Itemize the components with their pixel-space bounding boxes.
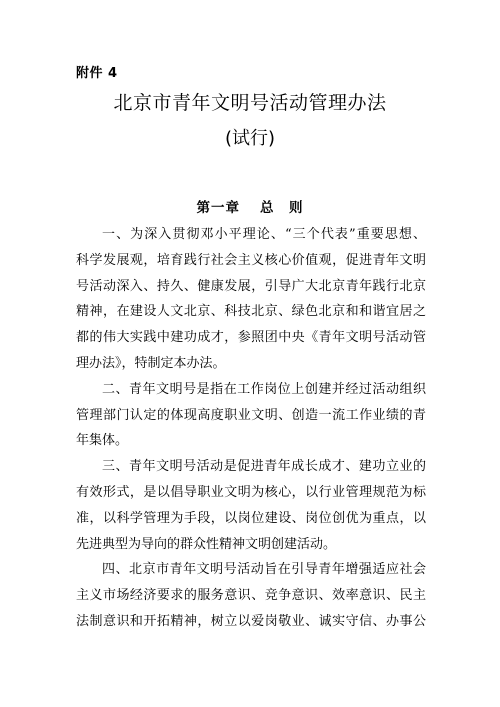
text-line: 三、青年文明号活动是促进青年成长成才、建功立业的 — [102, 459, 426, 475]
text-line: 主义市场经济要求的服务意识、竞争意识、效率意识、民主 — [76, 588, 426, 604]
text-line: 都的伟大实践中建功成才，参照团中央《青年文明号活动管 — [76, 330, 426, 346]
document-subtitle: (试行) — [224, 128, 276, 149]
text-line: 管理部门认定的体现高度职业文明、创造一流工作业绩的青 — [76, 407, 426, 423]
text-line: 先进典型为导向的群众性精神文明创建活动。 — [76, 536, 337, 552]
text-line: 法制意识和开拓精神，树立以爱岗敬业、诚实守信、办事公 — [76, 613, 426, 629]
attachment-label: 附件 4 — [76, 66, 118, 81]
body-text — [76, 222, 426, 635]
article-1 — [76, 222, 426, 377]
chapter-number: 第一章 — [196, 200, 240, 216]
text-line: 一、为深入贯彻邓小平理论、“三个代表”重要思想、 — [102, 227, 426, 242]
text-line: 科学发展观，培育践行社会主义核心价值观，促进青年文明 — [76, 252, 426, 268]
article-2 — [76, 377, 426, 454]
text-line: 二、青年文明号是指在工作岗位上创建并经过活动组织 — [102, 381, 426, 397]
chapter-name: 总 则 — [260, 200, 304, 216]
document-title: 北京市青年文明号活动管理办法 — [113, 92, 387, 114]
text-line: 年集体。 — [76, 433, 129, 449]
text-line: 理办法》，特制定本办法。 — [76, 355, 226, 371]
text-line: 有效形式，是以倡导职业文明为核心，以行业管理规范为标 — [76, 484, 426, 500]
article-4 — [76, 557, 426, 634]
text-line: 准，以科学管理为手段，以岗位建设、岗位创优为重点，以 — [76, 510, 426, 526]
chapter-heading — [0, 196, 500, 216]
text-line: 四、北京市青年文明号活动旨在引导青年增强适应社会 — [102, 562, 426, 578]
article-3 — [76, 454, 426, 557]
text-line: 号活动深入、持久、健康发展，引导广大北京青年践行北京 — [76, 278, 426, 294]
text-line: 精神，在建设人文北京、科技北京、绿色北京和和谐宜居之 — [76, 304, 426, 320]
